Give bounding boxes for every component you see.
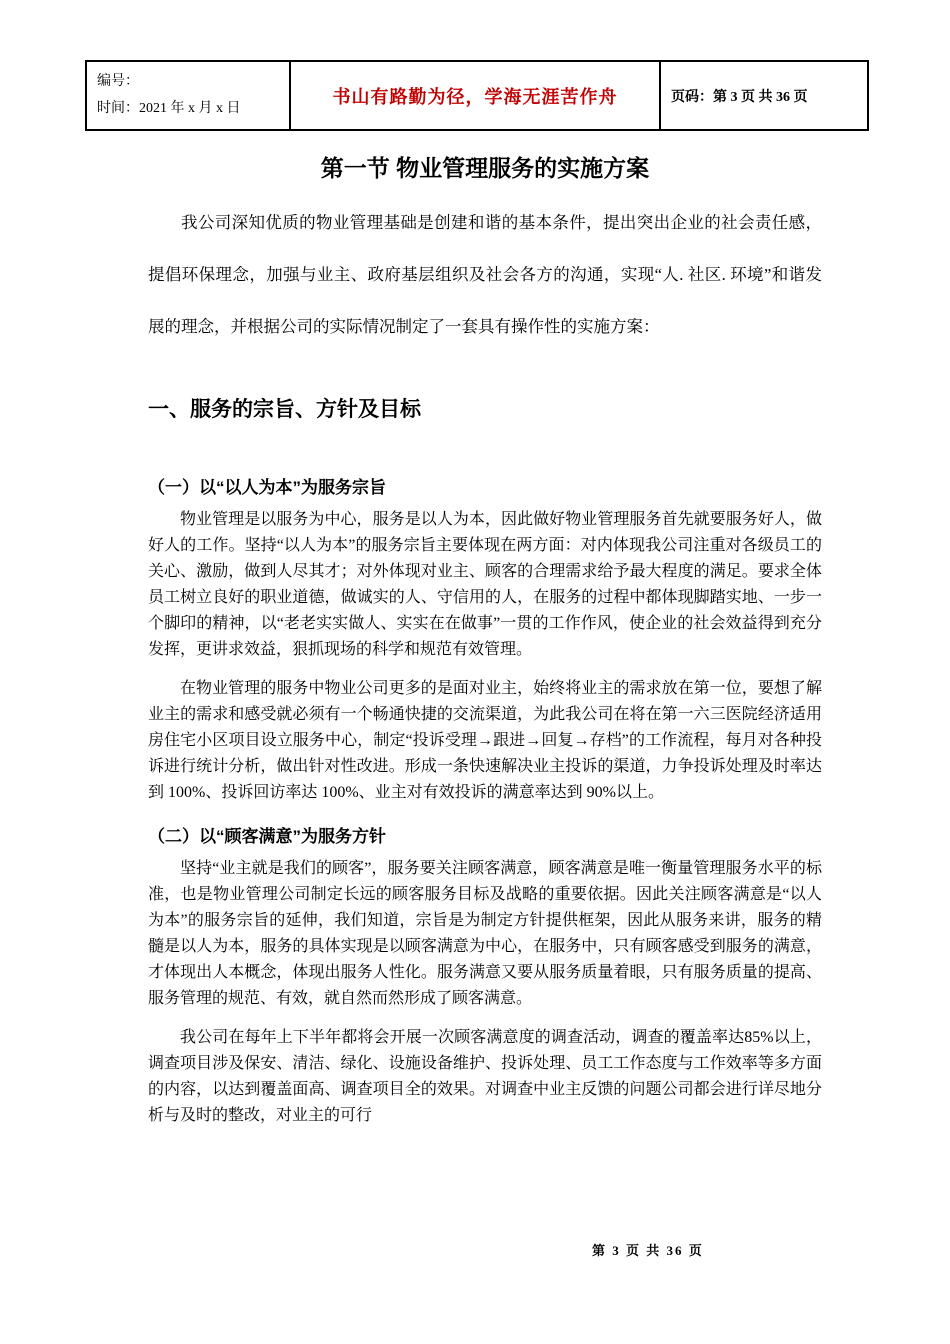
intro-paragraph: 我公司深知优质的物业管理基础是创建和谐的基本条件，提出突出企业的社会责任感，提倡环保理念，加强与业主、政府基层组织及社会各方的沟通，实现“人. 社区. 环境”和谐发展的理念，并根据公司的实际情况制定了一套具有操作性的实施方案： [148,213,822,336]
subsection-2-paragraph-1: 坚持“业主就是我们的顾客”，服务要关注顾客满意，顾客满意是唯一衡量管理服务水平的标准，也是物业管理公司制定长远的顾客服务目标及战略的重要依据。因此关注顾客满意是“以人为本”的服务宗旨的延伸，我们知道，宗旨是为制定方针提供框架，因此从服务来讲，服务的精髓是以人为本，服务的具体实现是以顾客满意为中心，在服务中，只有顾客感受到服务的满意，才体现出人本概念，体现出服务人性化。服务满意又要从服务质量着眼，只有服务质量的提高、服务管理的规范、有效，就自然而然形成了顾客满意。 [148,860,822,1007]
document-header-table [85,60,869,131]
header-page-info-text: 页码：第 3 页 共 36 页 [671,89,808,105]
header-slogan-cell [291,62,661,129]
page-number-footer: 第 3 页 共 36 页 [592,1243,704,1258]
header-date-label: 时间：2021 年 x 月 x 日 [97,100,241,116]
header-code-label: 编号： [97,74,139,89]
subsection-1-paragraph-2: 在物业管理的服务中物业公司更多的是面对业主，始终将业主的需求放在第一位，要想了解业主的需求和感受就必须有一个畅通快捷的交流渠道，为此我公司在将在第一六三医院经济适用房住宅小区项目设立服务中心，制定“投诉受理→跟进→回复→存档”的工作流程，每月对各种投诉进行统计分析，做出针对性改进。形成一条快速解决业主投诉的渠道，力争投诉处理及时率达到 100%、投诉回访率达 100%、业主对有效投诉的满意率达到 90%以上。 [148,680,822,801]
page-title: 第一节 物业管理服务的实施方案 [320,155,650,181]
header-page-info-cell [661,62,867,129]
document-body [148,150,822,1129]
subsection-1-heading: （一）以“以人为本”为服务宗旨 [148,478,386,497]
section-1-heading: 一、服务的宗旨、方针及目标 [148,398,421,421]
header-left-cell [87,62,291,129]
subsection-2-paragraph-2: 我公司在每年上下半年都将会开展一次顾客满意度的调查活动，调查的覆盖率达85%以上，调查项目涉及保安、清洁、绿化、设施设备维护、投诉处理、员工工作态度与工作效率等多方面的内容，以达到覆盖面高、调查项目全的效果。对调查中业主反馈的问题公司都会进行详尽地分析与及时的整改，对业主的可行 [148,1029,822,1124]
header-slogan-text: 书山有路勤为径，学海无涯苦作舟 [332,86,618,107]
subsection-2-heading: （二）以“顾客满意”为服务方针 [148,827,386,846]
subsection-1-paragraph-1: 物业管理是以服务为中心，服务是以人为本，因此做好物业管理服务首先就要服务好人，做好人的工作。坚持“以人为本”的服务宗旨主要体现在两方面：对内体现我公司注重对各级员工的关心、激励，做到人尽其才；对外体现对业主、顾客的合理需求给予最大程度的满足。要求全体员工树立良好的职业道德，做诚实的人、守信用的人，在服务的过程中都体现脚踏实地、一步一个脚印的精神，以“老老实实做人、实实在在做事”一贯的工作作风，使企业的社会效益得到充分发挥，更讲求效益，狠抓现场的科学和规范有效管理。 [148,511,822,658]
